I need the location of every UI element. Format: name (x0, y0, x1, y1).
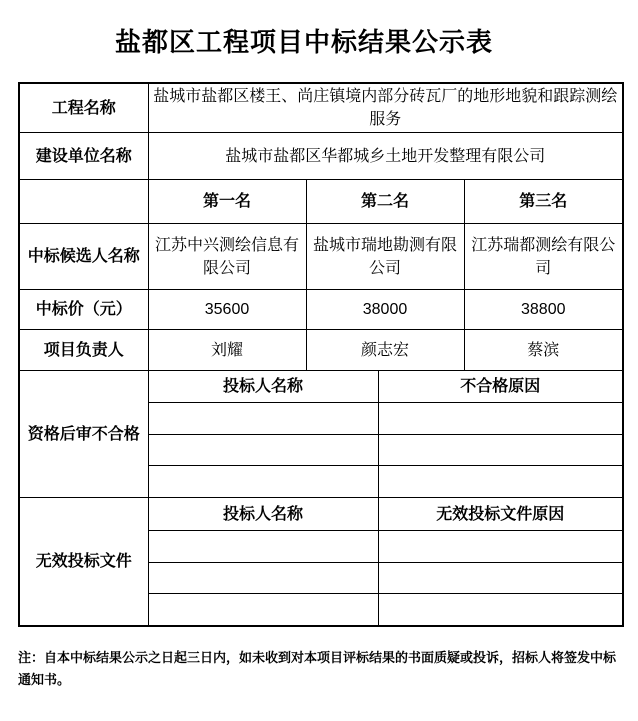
invalid-bidder-cell (148, 594, 378, 626)
invalid-reason-cell (378, 594, 623, 626)
postqual-section-label: 资格后审不合格 (19, 371, 148, 498)
project-name-label: 工程名称 (19, 83, 148, 133)
postqual-bidder-cell (148, 466, 378, 498)
invalid-section-label: 无效投标文件 (19, 498, 148, 626)
candidates-row (19, 224, 623, 290)
invalid-reason-cell (378, 563, 623, 594)
rank-header-second: 第二名 (306, 180, 464, 224)
price-first: 35600 (148, 290, 306, 330)
invalid-reason-cell (378, 531, 623, 563)
owner-name-row (19, 133, 623, 180)
price-label: 中标价（元） (19, 290, 148, 330)
leader-row (19, 330, 623, 371)
candidate-first: 江苏中兴测绘信息有限公司 (148, 224, 306, 290)
postqual-header-row (19, 371, 623, 403)
rank-header-spacer-cell (19, 180, 148, 224)
leader-third: 蔡滨 (464, 330, 623, 371)
price-third: 38800 (464, 290, 623, 330)
price-row (19, 290, 623, 330)
project-name-value: 盐城市盐都区楼王、尚庄镇境内部分砖瓦厂的地形地貌和跟踪测绘服务 (148, 83, 623, 133)
rank-header-row (19, 180, 623, 224)
owner-name-label: 建设单位名称 (19, 133, 148, 180)
invalid-bidder-cell (148, 531, 378, 563)
postqual-reason-cell (378, 435, 623, 466)
postqual-bidder-header: 投标人名称 (148, 371, 378, 403)
invalid-bidder-cell (148, 563, 378, 594)
leader-first: 刘耀 (148, 330, 306, 371)
rank-header-first: 第一名 (148, 180, 306, 224)
invalid-header-row (19, 498, 623, 531)
postqual-reason-cell (378, 403, 623, 435)
bid-result-table (18, 82, 624, 627)
candidates-label: 中标候选人名称 (19, 224, 148, 290)
candidate-third: 江苏瑞都测绘有限公司 (464, 224, 623, 290)
candidate-second: 盐城市瑞地勘测有限公司 (306, 224, 464, 290)
footer-note: 注：自本中标结果公示之日起三日内，如未收到对本项目评标结果的书面质疑或投诉，招标人将签发中标通知书。 (18, 649, 617, 687)
project-name-row (19, 83, 623, 133)
postqual-bidder-cell (148, 403, 378, 435)
invalid-bidder-header: 投标人名称 (148, 498, 378, 531)
postqual-reason-header: 不合格原因 (378, 371, 623, 403)
postqual-bidder-cell (148, 435, 378, 466)
owner-name-value: 盐城市盐都区华都城乡土地开发整理有限公司 (148, 133, 623, 180)
postqual-reason-cell (378, 466, 623, 498)
rank-header-third: 第三名 (464, 180, 623, 224)
price-second: 38000 (306, 290, 464, 330)
leader-second: 颜志宏 (306, 330, 464, 371)
page-title: 盐都区工程项目中标结果公示表 (114, 27, 493, 57)
invalid-reason-header: 无效投标文件原因 (378, 498, 623, 531)
leader-label: 项目负责人 (19, 330, 148, 371)
